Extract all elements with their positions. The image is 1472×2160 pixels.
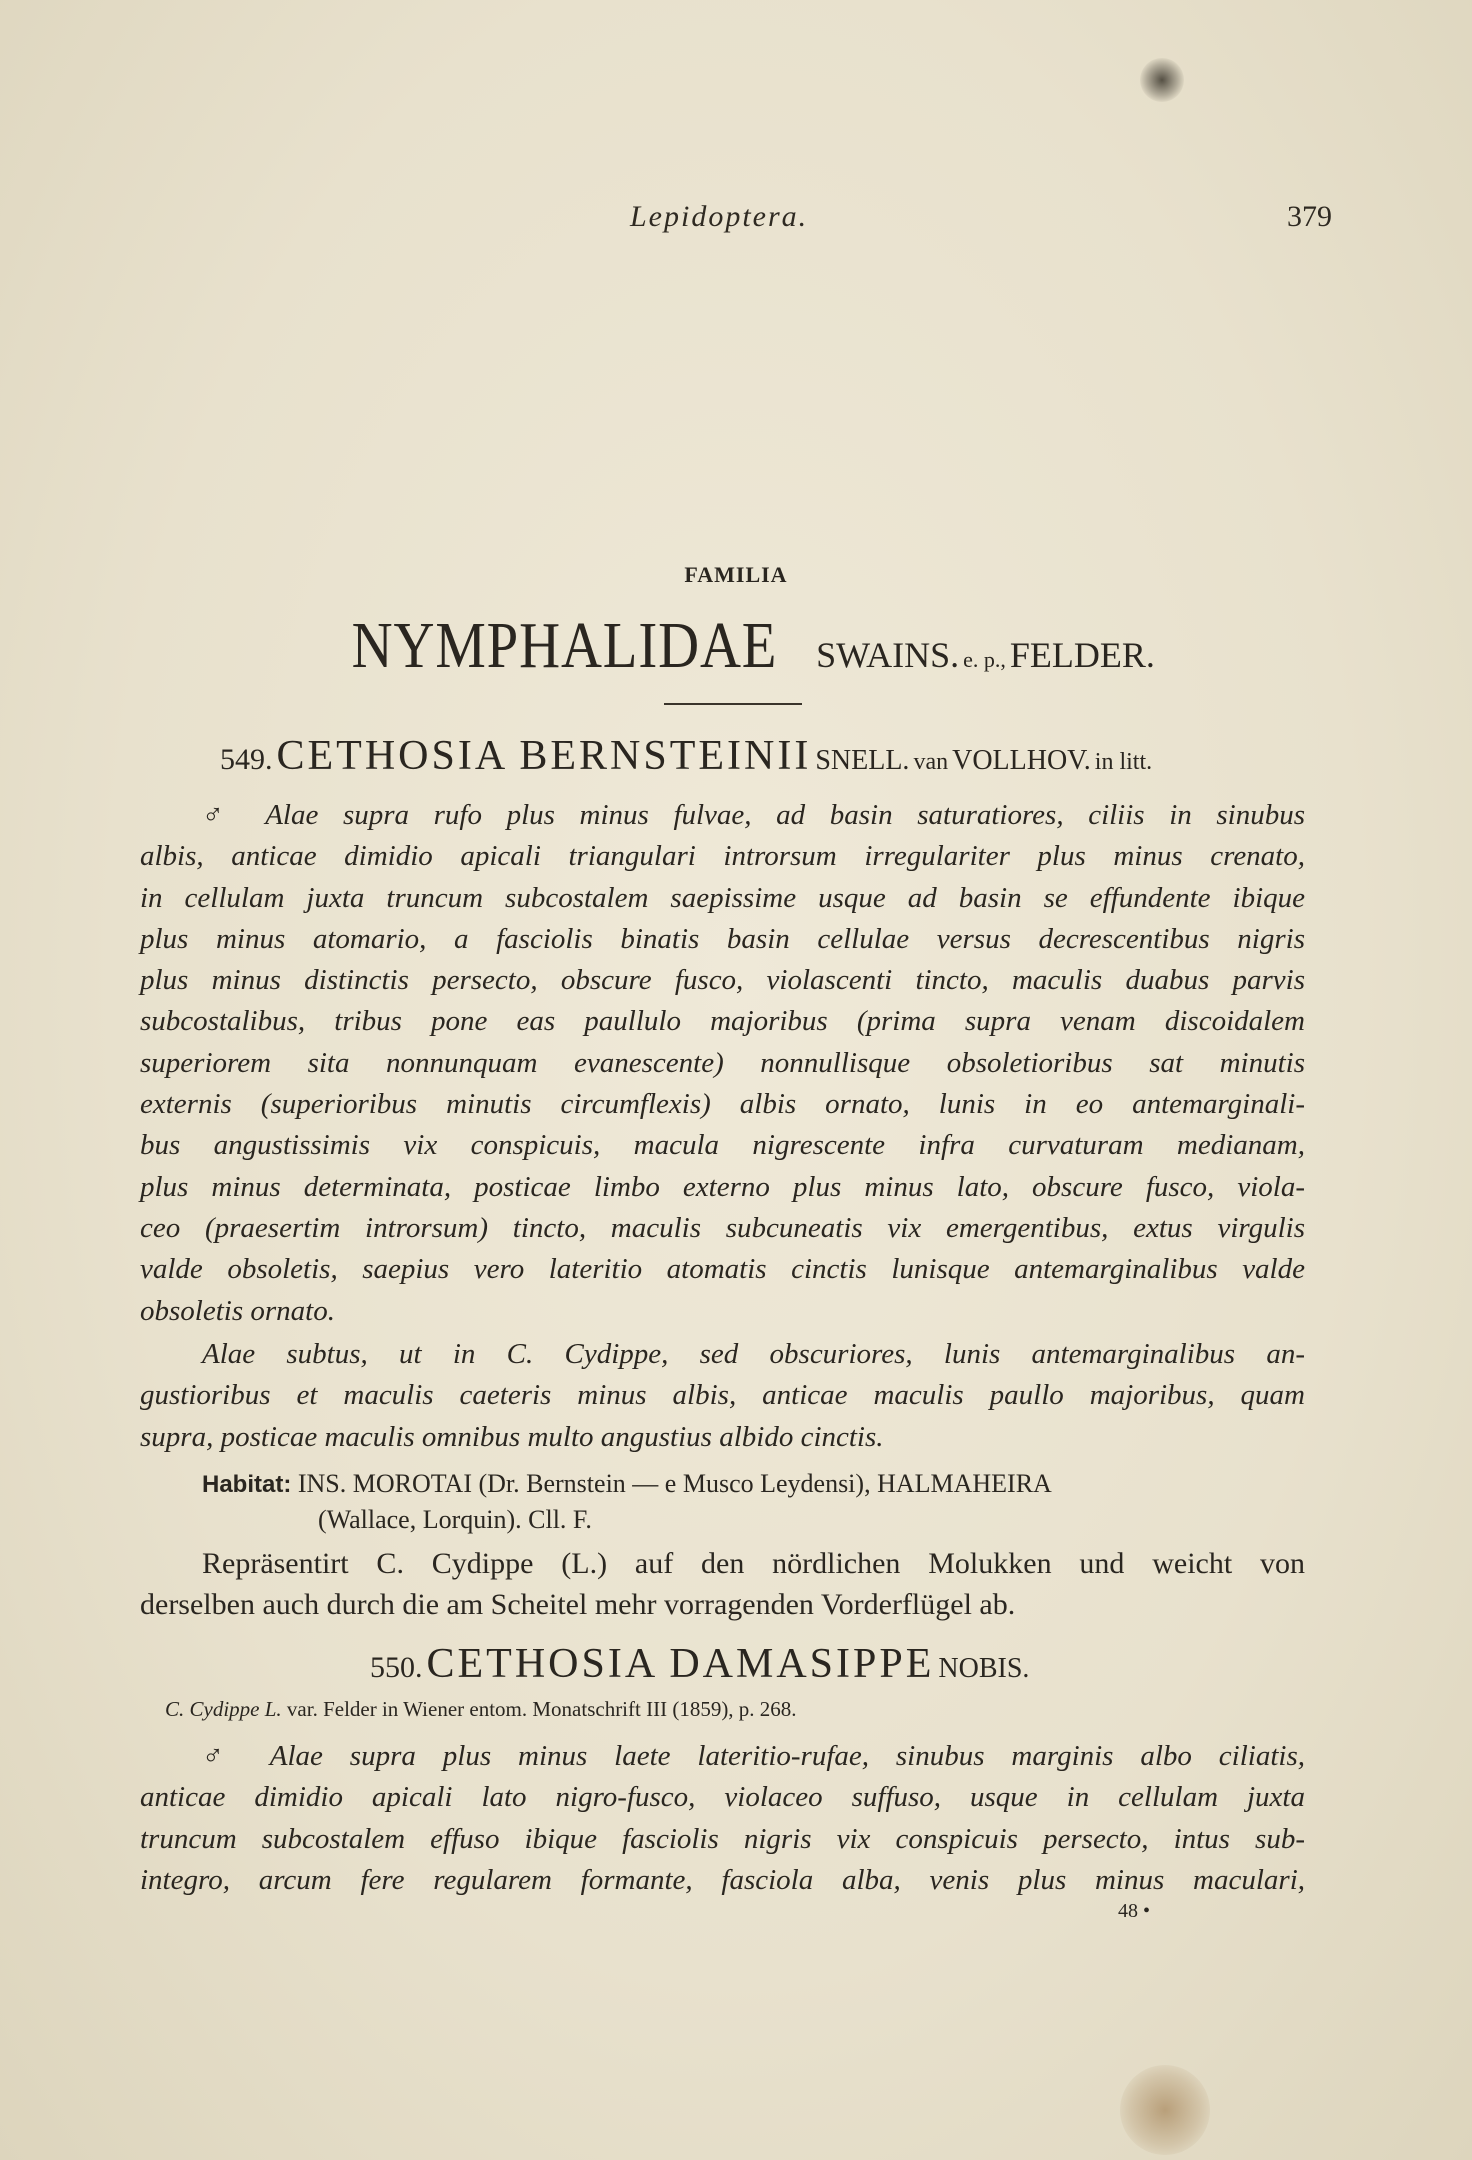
ink-stain-top (1140, 58, 1184, 102)
family-author-c: FELDER. (1009, 635, 1155, 675)
text-line: anticae dimidio apicali lato nigro-fusco, violaceo suffuso, usque in cellulam juxta (140, 1781, 1305, 1814)
text-line: derselben auch durch die am Scheitel mehr vorragenden Vorderflügel ab. (140, 1588, 1016, 1621)
family-name: NYMPHALIDAE (351, 609, 778, 682)
species-549-author-b: van (913, 749, 949, 775)
text-line: obsoletis ornato. (140, 1294, 335, 1327)
text-line: Repräsentirt C. Cydippe (L.) auf den nördlichen Molukken und weicht von (202, 1547, 1305, 1580)
habitat-label: Habitat: (202, 1471, 292, 1498)
text-line: integro, arcum fere regularem formante, fasciola alba, venis plus minus maculari, (140, 1863, 1305, 1896)
text-line: subcostalibus, tribus pone eas paullulo majoribus (prima supra venam discoidalem (140, 1005, 1305, 1038)
species-549-name: CETHOSIA BERNSTEINII (276, 733, 812, 779)
species-549-author-d: in litt. (1094, 749, 1153, 775)
text-line: plus minus determinata, posticae limbo externo plus minus lato, obscure fusco, viola- (140, 1170, 1305, 1203)
habitat-line (140, 1466, 1305, 1502)
habitat-text: INS. MOROTAI (Dr. Bernstein — e Musco Leydensi), HALMAHEIRA (297, 1469, 1052, 1498)
text-line: plus minus atomario, a fasciolis binatis basin cellulae versus decrescentibus nigris (140, 922, 1305, 955)
text-line: externis (superioribus minutis circumflexis) albis ornato, lunis in eo antemarginali- (140, 1088, 1305, 1121)
species-549-description-upperside (140, 795, 1305, 1332)
text-line: ceo (praesertim introrsum) tincto, maculis subcuneatis vix emergentibus, extus virgulis (140, 1211, 1305, 1244)
species-550-name: CETHOSIA DAMASIPPE (426, 1641, 935, 1687)
species-549-number: 549. (220, 743, 273, 776)
family-author-b: e. p., (963, 647, 1006, 672)
ink-stain-bottom (1120, 2065, 1210, 2155)
species-549-author-c: VOLLHOV. (952, 745, 1091, 776)
signature-mark: 48 • (1118, 1900, 1151, 1922)
species-549-heading (220, 732, 1152, 780)
species-550-number: 550. (370, 1651, 423, 1684)
text-line: plus minus distinctis persecto, obscure fusco, violascenti tincto, maculis duabus parvis (140, 964, 1305, 997)
text-line: albis, anticae dimidio apicali triangulari introrsum irregulariter plus minus crenato, (140, 840, 1305, 873)
species-550-synonym (165, 1697, 797, 1722)
synonym-reference: var. Felder in Wiener entom. Monatschrift III (1859), p. 268. (286, 1697, 797, 1721)
running-head: Lepidoptera. (630, 200, 809, 233)
page-header (140, 200, 1332, 250)
habitat-line-2: (Wallace, Lorquin). Cll. F. (318, 1505, 592, 1534)
family-author-a: SWAINS. (816, 635, 960, 675)
family-label: FAMILIA (684, 562, 788, 587)
family-heading (0, 608, 1472, 684)
species-549-description-underside (140, 1334, 1305, 1458)
text-line: bus angustissimis vix conspicuis, macula nigrescente infra curvaturam medianam, (140, 1129, 1305, 1162)
text-line: ♂ Alae supra rufo plus minus fulvae, ad basin saturatiores, ciliis in sinubus (202, 799, 1305, 831)
species-550-description (140, 1736, 1305, 1901)
text-line: Alae subtus, ut in C. Cydippe, sed obscuriores, lunis antemarginalibus an- (202, 1338, 1305, 1370)
text-line: in cellulam juxta truncum subcostalem saepissime usque ad basin se effundente ibique (140, 881, 1305, 914)
text-line: gustioribus et maculis caeteris minus albis, anticae maculis paullo majoribus, quam (140, 1379, 1305, 1412)
heading-divider (664, 703, 802, 705)
species-550-heading (370, 1640, 1029, 1688)
text-line: truncum subcostalem effuso ibique fasciolis nigris vix conspicuis persecto, intus sub- (140, 1822, 1305, 1855)
species-550-author: NOBIS. (938, 1653, 1030, 1684)
page-number: 379 (1287, 200, 1332, 233)
species-549-remark (140, 1543, 1305, 1625)
text-line: valde obsoletis, saepius vero lateritio atomatis cinctis lunisque antemarginalibus valde (140, 1253, 1305, 1286)
text-line: ♂ Alae supra plus minus laete lateritio-rufae, sinubus marginis albo ciliatis, (202, 1740, 1305, 1772)
text-line: superiorem sita nonnunquam evanescente) nonnullisque obsoletioribus sat minutis (140, 1046, 1305, 1079)
species-549-author-a: SNELL. (815, 745, 910, 776)
synonym-name: C. Cydippe L. (165, 1697, 282, 1721)
text-line: supra, posticae maculis omnibus multo angustius albido cinctis. (140, 1420, 884, 1453)
species-549-habitat (140, 1466, 1305, 1538)
